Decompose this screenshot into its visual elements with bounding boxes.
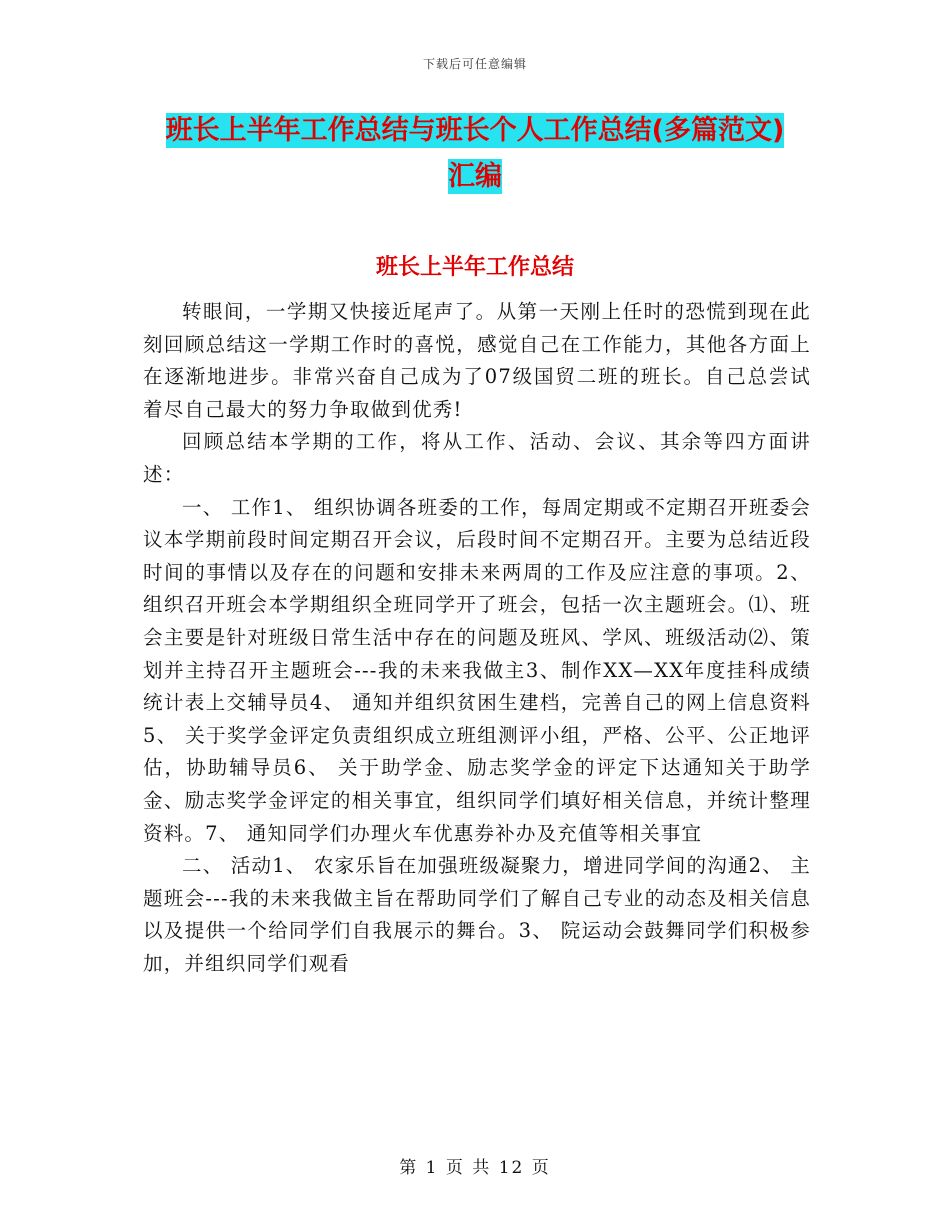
body-text <box>143 296 811 980</box>
paragraph: 一、 工作1、 组织协调各班委的工作，每周定期或不定期召开班委会议本学期前段时间定期召开会议，后段时间不定期召开。主要为总结近段时间的事情以及存在的问题和安排未来两周的工作及应注意的事项。2、 组织召开班会本学期组织全班同学开了班会，包括一次主题班会。⑴、班会主要是针对班级日常生活中存在的问题及班风、学风、班级活动⑵、策划并主持召开主题班会---我的未来我做主3、制作XX—XX年度挂科成绩统计表上交辅导员4、 通知并组织贫困生建档，完善自己的网上信息资料5、 关于奖学金评定负责组织成立班组测评小组，严格、公平、公正地评估，协助辅导员6、 关于助学金、励志奖学金的评定下达通知关于助学金、励志奖学金评定的相关事宜，组织同学们填好相关信息，并统计整理资料。7、 通知同学们办理火车优惠券补办及充值等相关事宜 <box>143 495 811 845</box>
section-title: 班长上半年工作总结 <box>375 255 574 280</box>
header-note: 下载后可任意编辑 <box>422 57 527 71</box>
paragraph: 转眼间，一学期又快接近尾声了。从第一天刚上任时的恐慌到现在此刻回顾总结这一学期工作时的喜悦，感觉自己在工作能力，其他各方面上在逐渐地进步。非常兴奋自己成为了07级国贸二班的班长。自己总尝试着尽自己最大的努力争取做到优秀! <box>143 300 811 421</box>
page-footer: 第 1 页 共 12 页 <box>399 1158 551 1178</box>
paragraph: 二、 活动1、 农家乐旨在加强班级凝聚力，增进同学间的沟通2、 主题班会---我的未来我做主旨在帮助同学们了解自己专业的动态及相关信息以及提供一个给同学们自我展示的舞台。3、 院运动会鼓舞同学们积极参加，并组织同学们观看 <box>143 854 812 975</box>
main-title <box>140 108 810 200</box>
paragraph: 回顾总结本学期的工作，将从工作、活动、会议、其余等四方面讲述： <box>143 430 811 486</box>
main-title-line2: 汇编 <box>448 161 502 192</box>
main-title-line1: 班长上半年工作总结与班长个人工作总结(多篇范文) <box>165 115 785 146</box>
